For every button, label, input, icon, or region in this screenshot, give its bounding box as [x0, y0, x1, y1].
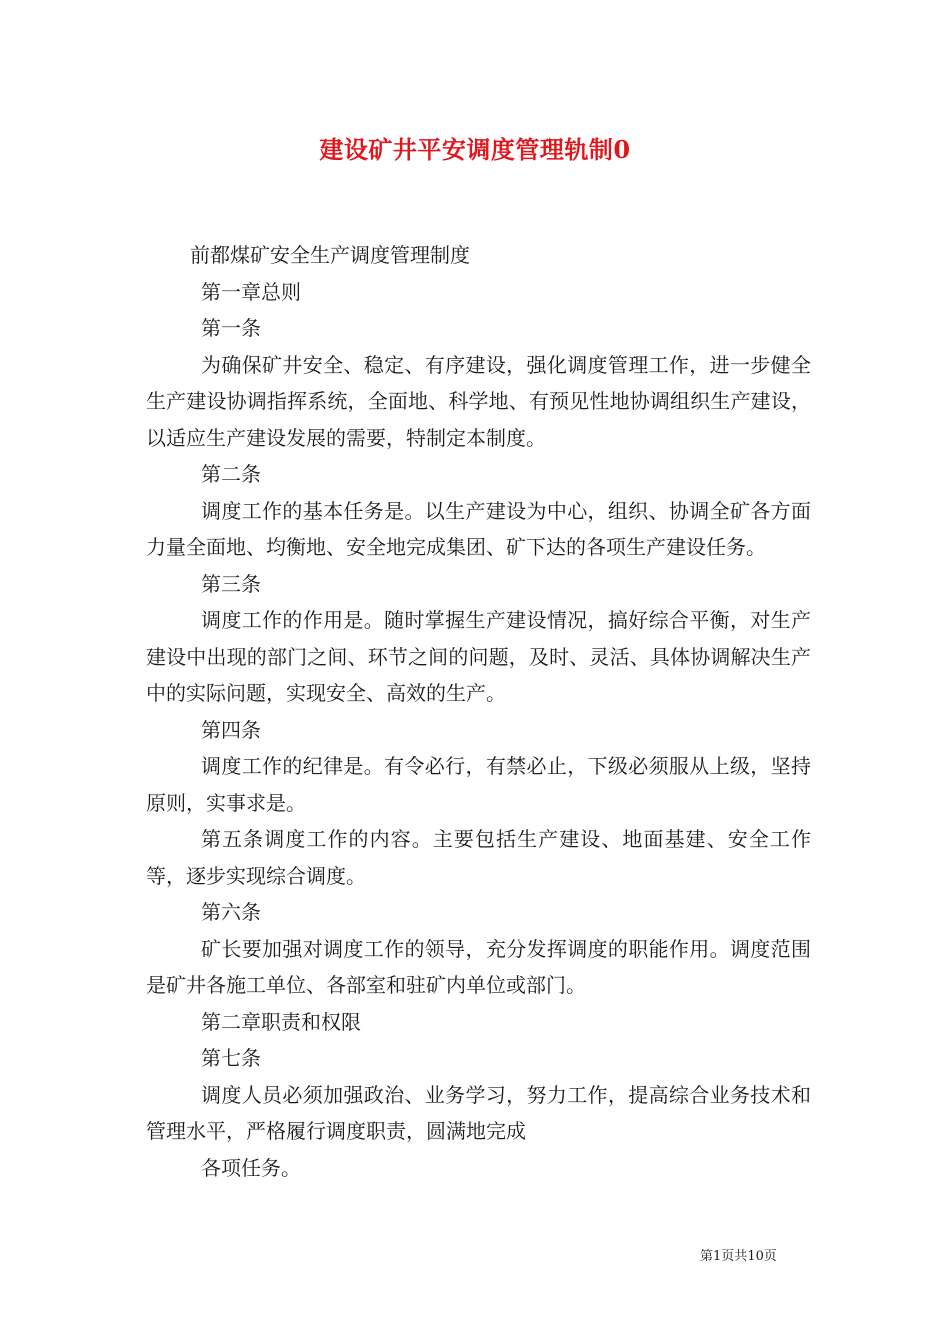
- article-heading: 第四条: [201, 717, 261, 742]
- footer-middle: 页共: [721, 1249, 748, 1264]
- article-heading: 第一条: [201, 316, 261, 340]
- footer-current-page: 1: [713, 1249, 722, 1264]
- paragraph: 调度工作的纪律是。有令必行，有禁必止，下级必须服从上级，坚持原则，实事求是。: [146, 754, 811, 815]
- document-body: [146, 237, 811, 1186]
- paragraph: 调度工作的基本任务是。以生产建设为中心，组织、协调全矿各方面力量全面地、均衡地、安全地完成集团、矿下达的各项生产建设任务。: [146, 498, 811, 559]
- document-title: 建设矿井平安调度管理轨制0: [319, 135, 631, 164]
- article-heading: 第七条: [201, 1046, 261, 1070]
- footer-total-pages: 10: [747, 1249, 764, 1264]
- paragraph: 第五条调度工作的内容。主要包括生产建设、地面基建、安全工作等，逐步实现综合调度。: [146, 827, 811, 888]
- chapter-heading: 第一章总则: [201, 279, 301, 304]
- page-number-footer: [700, 1248, 777, 1266]
- article-heading: 第六条: [201, 900, 261, 924]
- paragraph: 各项任务。: [201, 1155, 301, 1180]
- chapter-heading: 第二章职责和权限: [201, 1009, 361, 1034]
- article-heading: 第三条: [201, 571, 261, 596]
- article-heading: 第二条: [201, 462, 261, 486]
- paragraph: 矿长要加强对调度工作的领导，充分发挥调度的职能作用。调度范围是矿井各施工单位、各部室和驻矿内单位或部门。: [146, 936, 811, 997]
- paragraph: 前都煤矿安全生产调度管理制度: [190, 243, 470, 267]
- footer-prefix: 第: [700, 1249, 714, 1264]
- footer-suffix: 页: [763, 1249, 777, 1264]
- paragraph: 调度工作的作用是。随时掌握生产建设情况，搞好综合平衡，对生产建设中出现的部门之间、环节之间的问题，及时、灵活、具体协调解决生产中的实际问题，实现安全、高效的生产。: [146, 608, 811, 705]
- paragraph: 调度人员必须加强政治、业务学习，努力工作，提高综合业务技术和管理水平，严格履行调度职责，圆满地完成: [146, 1082, 811, 1143]
- paragraph: 为确保矿井安全、稳定、有序建设，强化调度管理工作，进一步健全生产建设协调指挥系统，全面地、科学地、有预见性地协调组织生产建设，以适应生产建设发展的需要，特制定本制度。: [146, 352, 811, 450]
